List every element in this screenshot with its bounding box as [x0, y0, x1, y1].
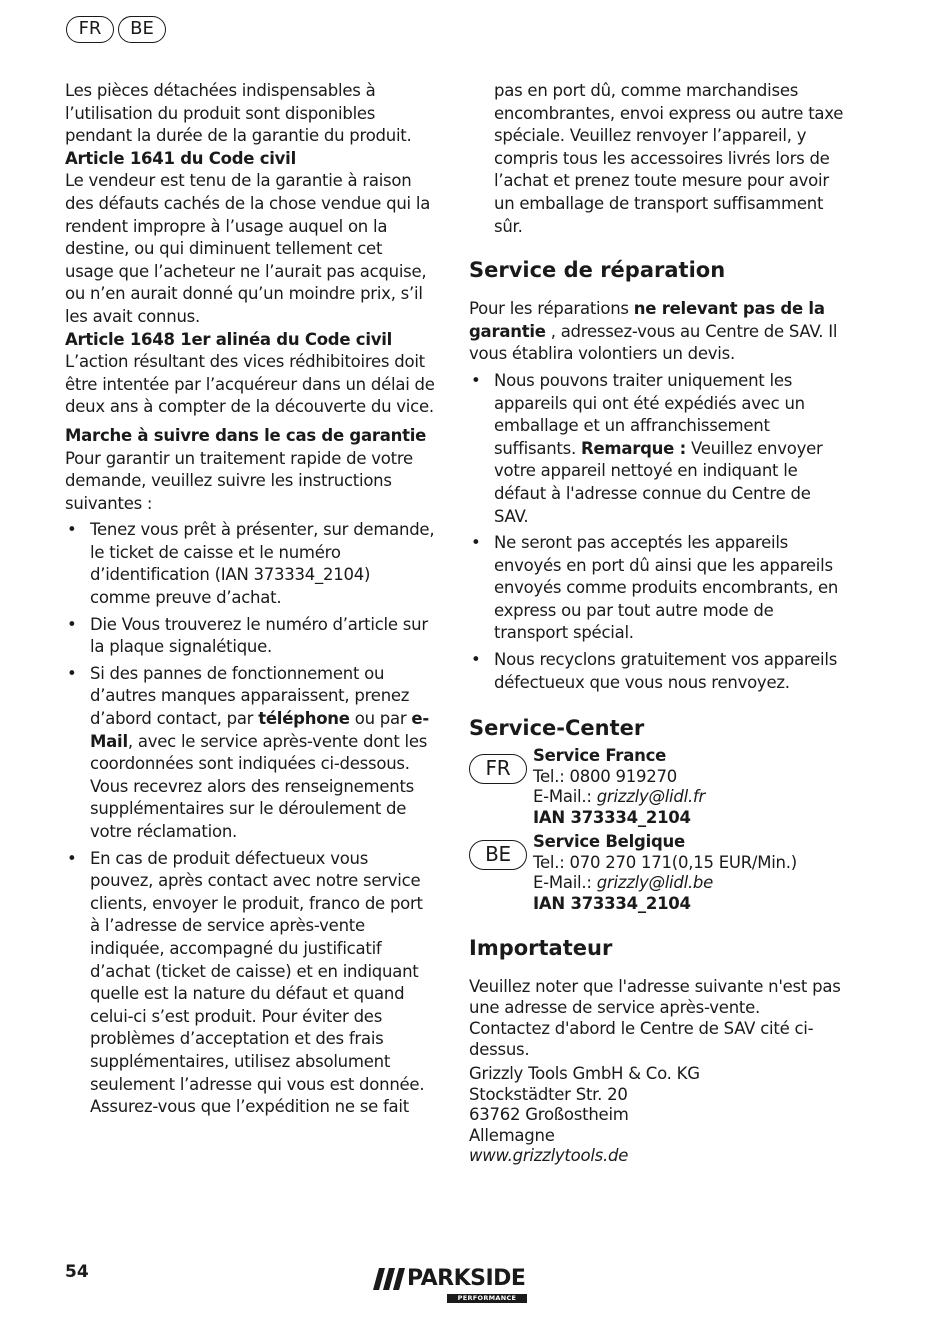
warranty-emphasis: ne relevant pas de la garantie — [469, 299, 825, 341]
text-span: Nous pouvons traiter uniquement les appareils qui ont été expédiés avec un emballage et un affranchissement suffisants. — [494, 370, 805, 458]
list-item: • En cas de produit défectueux vous pouvez, après contact avec notre service clients, envoyer le produit, franco de port à l’adresse de service après-vente indiquée, accompagné du justificatif d’achat (ticket de caisse) et en indiquant quelle est la nature du défaut et quand celui-ci s’est produit. Pour éviter des problèmes d’acceptation et des frais supplémentaires, utilisez absolument seulement l’adresse qui vous est donnée. Assurez-vous que l’expédition ne se fait — [65, 848, 435, 1119]
importer-address — [469, 1064, 844, 1167]
phone-emphasis: téléphone — [258, 709, 350, 729]
service-phone: Tel.: 070 270 171(0,15 EUR/Min.) — [533, 852, 797, 872]
importer-note: Veuillez noter que l'adresse suivante n'est pas une adresse de service après-vente. Contactez d'abord le Centre de SAV cité ci-dessus. — [469, 977, 841, 1060]
list-item: • Nous recyclons gratuitement vos appareils défectueux que vous nous renvoyez. — [469, 649, 844, 694]
list-item: • Tenez vous prêt à présenter, sur demande, le ticket de caisse et le numéro d’identification (IAN 373334_2104) comme preuve d’achat. — [65, 519, 435, 609]
address-line: Grizzly Tools GmbH & Co. KG — [469, 1064, 700, 1084]
list-item — [65, 663, 435, 844]
service-ian: IAN 373334_2104 — [533, 893, 691, 913]
page-number: 54 — [65, 1262, 89, 1282]
service-email — [533, 873, 797, 894]
list-item: • Die Vous trouverez le numéro d’article sur la plaque signalétique. — [65, 614, 435, 659]
text-span: , adressez-vous au Centre de SAV. Il vous établira volontiers un devis. — [469, 321, 838, 364]
text-span: Veuillez envoyer votre appareil nettoyé en indiquant le défaut à l'adresse connue du Centre de SAV. — [494, 438, 823, 526]
importer-heading: Importateur — [469, 936, 613, 961]
procedure-intro: Pour garantir un traitement rapide de votre demande, veuillez suivre les instructions suivantes : — [65, 448, 413, 513]
address-line: 63762 Großostheim — [469, 1105, 629, 1125]
address-line: Allemagne — [469, 1125, 555, 1145]
left-column — [65, 80, 435, 1119]
right-column — [469, 80, 844, 1167]
text-span: Pour les réparations — [469, 299, 629, 319]
repair-intro — [469, 298, 844, 366]
service-france — [469, 746, 844, 828]
service-name: Service Belgique — [533, 832, 685, 852]
procedure-list — [65, 519, 435, 1118]
text-span: , avec le service après-vente dont les coordonnées sont indiquées ci-dessous. Vous recevrez alors des renseignements supplémentaires sur le déroulement de votre réclamation. — [90, 731, 428, 841]
logo-subtitle: PERFORMANCE — [447, 1294, 527, 1303]
procedure-heading: Marche à suivre dans le cas de garantie — [65, 425, 427, 445]
email-emphasis: e-Mail — [90, 709, 429, 751]
service-belgique-details — [533, 832, 797, 914]
address-line: Stockstädter Str. 20 — [469, 1084, 628, 1104]
language-badges — [66, 16, 166, 43]
article-1641-text: Le vendeur est tenu de la garantie à raison des défauts cachés de la chose vendue qui la rendent impropre à l’usage auquel on la destine, ou qui diminuent tellement cet usage que l’acheteur ne l’aurait pas acquise, ou n’en aurait donné qu’un moindre prix, s’il les avait connus. — [65, 171, 431, 326]
email-label: E-Mail.: — [533, 787, 597, 807]
service-center-heading: Service-Center — [469, 716, 645, 741]
email-address[interactable]: grizzly@lidl.fr — [596, 787, 706, 807]
service-email — [533, 787, 705, 808]
repair-heading: Service de réparation — [469, 258, 726, 283]
text-span: ou par — [354, 709, 407, 729]
website-link[interactable]: www.grizzlytools.de — [469, 1146, 629, 1166]
logo-stripes-icon — [373, 1268, 407, 1290]
service-name: Service France — [533, 746, 667, 766]
note-label: Remarque : — [580, 438, 686, 458]
badge-be: BE — [469, 840, 527, 870]
list-item — [469, 370, 844, 528]
badge-fr: FR — [66, 16, 114, 43]
continued-text: pas en port dû, comme marchandises encombrantes, envoi express ou autre taxe spéciale. Veuillez renvoyer l’appareil, y compris tous les accessoires livrés lors de l’achat et prenez toute mesure pour avoir un emballage de transport suffisamment sûr. — [494, 81, 844, 236]
service-ian: IAN 373334_2104 — [533, 807, 691, 827]
article-1648-heading: Article 1648 1er alinéa du Code civil — [65, 329, 393, 349]
service-phone: Tel.: 0800 919270 — [533, 766, 678, 786]
text-span: Si des pannes de fonctionnement ou d’autres manques apparaissent, prenez d’abord contact, par — [90, 663, 410, 729]
badge-fr: FR — [469, 754, 527, 784]
article-1648-text: L’action résultant des vices rédhibitoires doit être intentée par l’acquéreur dans un délai de deux ans à compter de la découverte du vice. — [65, 352, 435, 417]
article-1641-heading: Article 1641 du Code civil — [65, 148, 296, 168]
service-belgique — [469, 832, 844, 914]
intro-paragraph: Les pièces détachées indispensables à l’utilisation du produit sont disponibles pendant la durée de la garantie du produit. — [65, 81, 412, 146]
parkside-logo — [373, 1266, 533, 1306]
repair-list — [469, 370, 844, 694]
email-address[interactable]: grizzly@lidl.be — [596, 873, 714, 893]
logo-wordmark: PARKSIDE — [407, 1266, 526, 1291]
service-france-details — [533, 746, 705, 828]
email-label: E-Mail.: — [533, 873, 597, 893]
badge-be: BE — [118, 16, 166, 43]
list-item: • Ne seront pas acceptés les appareils envoyés en port dû ainsi que les appareils envoyés comme produits encombrants, en express ou par tout autre mode de transport spécial. — [469, 532, 844, 645]
